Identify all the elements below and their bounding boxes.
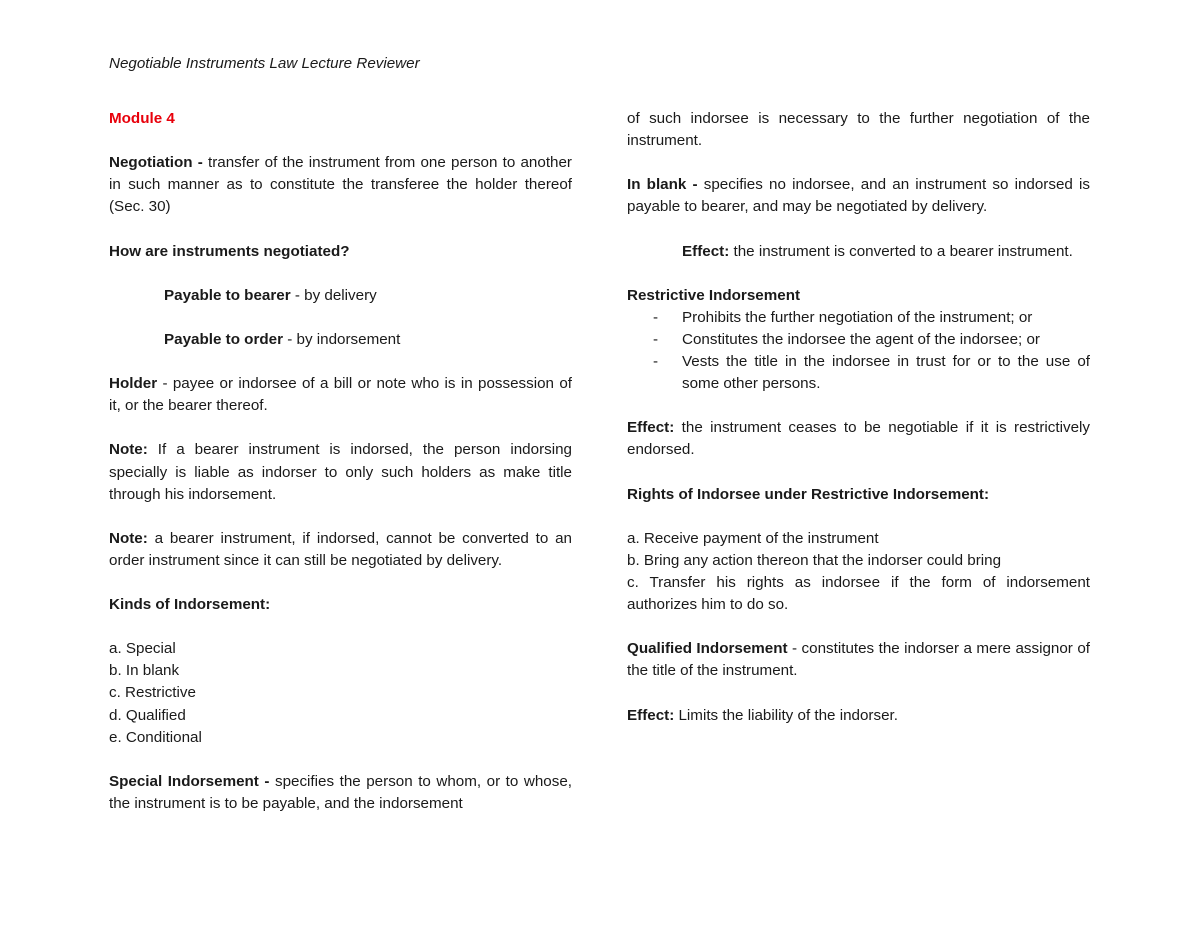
effect-label: Effect: — [627, 419, 675, 437]
note-label: Note: — [109, 441, 148, 459]
rights-heading: Rights of Indorsee under Restrictive Indorsement: — [627, 485, 990, 503]
special-term: Special Indorsement - — [109, 772, 270, 790]
holder-definition: - payee or indorsee of a bill or note who is in possession of it, or the bearer thereof. — [109, 375, 572, 415]
effect-text: the instrument ceases to be negotiable if it is restrictively endorsed. — [627, 419, 1090, 459]
note-paragraph-2 — [109, 528, 572, 572]
in-blank-paragraph — [627, 174, 1090, 218]
list-item: a. Special — [109, 640, 176, 658]
right-column — [627, 108, 1090, 727]
list-item: d. Qualified — [109, 706, 186, 724]
rights-list — [627, 528, 1090, 616]
dash-bullet: - — [653, 330, 659, 348]
holder-term: Holder — [109, 375, 158, 393]
in-blank-effect — [627, 241, 1090, 263]
note-text: If a bearer instrument is indorsed, the person indorsing specially is liable as indorser to only such holders as make title through his indorsement. — [109, 441, 572, 503]
list-item: e. Conditional — [109, 728, 202, 746]
list-item: a. Receive payment of the instrument — [627, 529, 879, 547]
dash-bullet: - — [653, 308, 659, 326]
special-definition: specifies the person to whom, or to whose, the instrument is to be payable, and the indorsement — [109, 772, 573, 812]
holder-paragraph — [109, 373, 572, 417]
document-header: Negotiable Instruments Law Lecture Reviewer — [109, 55, 420, 72]
payable-to-order — [109, 329, 572, 351]
restrictive-heading: Restrictive Indorsement — [627, 286, 801, 304]
negotiation-paragraph — [109, 152, 572, 218]
kinds-heading: Kinds of Indorsement: — [109, 596, 271, 614]
dash-bullet: - — [653, 353, 659, 371]
list-item: - Constitutes the indorsee the agent of the indorsee; or — [627, 329, 1090, 351]
in-blank-definition: specifies no indorsee, and an instrument so indorsed is payable to bearer, and may be negotiated by delivery. — [627, 176, 1090, 216]
note-text: a bearer instrument, if indorsed, cannot be converted to an order instrument since it can still be negotiated by delivery. — [109, 529, 572, 569]
list-item: c. Transfer his rights as indorsee if the form of indorsement authorizes him to do so. — [627, 573, 1090, 614]
effect-text: the instrument is converted to a bearer instrument. — [729, 242, 1073, 260]
in-blank-term: In blank - — [627, 176, 698, 194]
negotiation-term: Negotiation - — [109, 154, 203, 172]
bearer-definition: - by delivery — [290, 286, 377, 304]
effect-label: Effect: — [627, 706, 675, 724]
note-label: Note: — [109, 529, 148, 547]
qualified-effect — [627, 705, 1090, 727]
note-paragraph-1 — [109, 439, 572, 505]
list-item: c. Restrictive — [109, 684, 196, 702]
special-indorsement-paragraph — [109, 771, 572, 815]
special-indorsement-continued: of such indorsee is necessary to the further negotiation of the instrument. — [627, 110, 1090, 150]
list-item: - Vests the title in the indorsee in trust for or to the use of some other persons. — [653, 353, 1090, 393]
restrictive-list — [627, 307, 1090, 395]
kinds-list — [109, 638, 572, 748]
negotiation-definition: transfer of the instrument from one person to another in such manner as to constitute the transferee the holder thereof (Sec. 30) — [109, 154, 572, 216]
left-column — [109, 108, 572, 815]
effect-label: Effect: — [682, 242, 730, 260]
restrictive-effect — [627, 417, 1090, 461]
list-item: b. In blank — [109, 662, 180, 680]
list-item: - Prohibits the further negotiation of the instrument; or — [627, 307, 1090, 329]
how-negotiated-heading: How are instruments negotiated? — [109, 242, 350, 260]
effect-text: Limits the liability of the indorser. — [674, 706, 898, 724]
list-item: b. Bring any action thereon that the indorser could bring — [627, 551, 1002, 569]
module-heading: Module 4 — [109, 110, 175, 127]
bearer-term: Payable to bearer — [164, 286, 291, 304]
qualified-term: Qualified Indorsement — [627, 640, 788, 658]
qualified-indorsement-paragraph — [627, 638, 1090, 682]
order-definition: - by indorsement — [283, 330, 401, 348]
payable-to-bearer — [109, 285, 572, 307]
order-term: Payable to order — [164, 330, 284, 348]
qualified-definition: - constitutes the indorser a mere assignor of the title of the instrument. — [627, 640, 1090, 680]
